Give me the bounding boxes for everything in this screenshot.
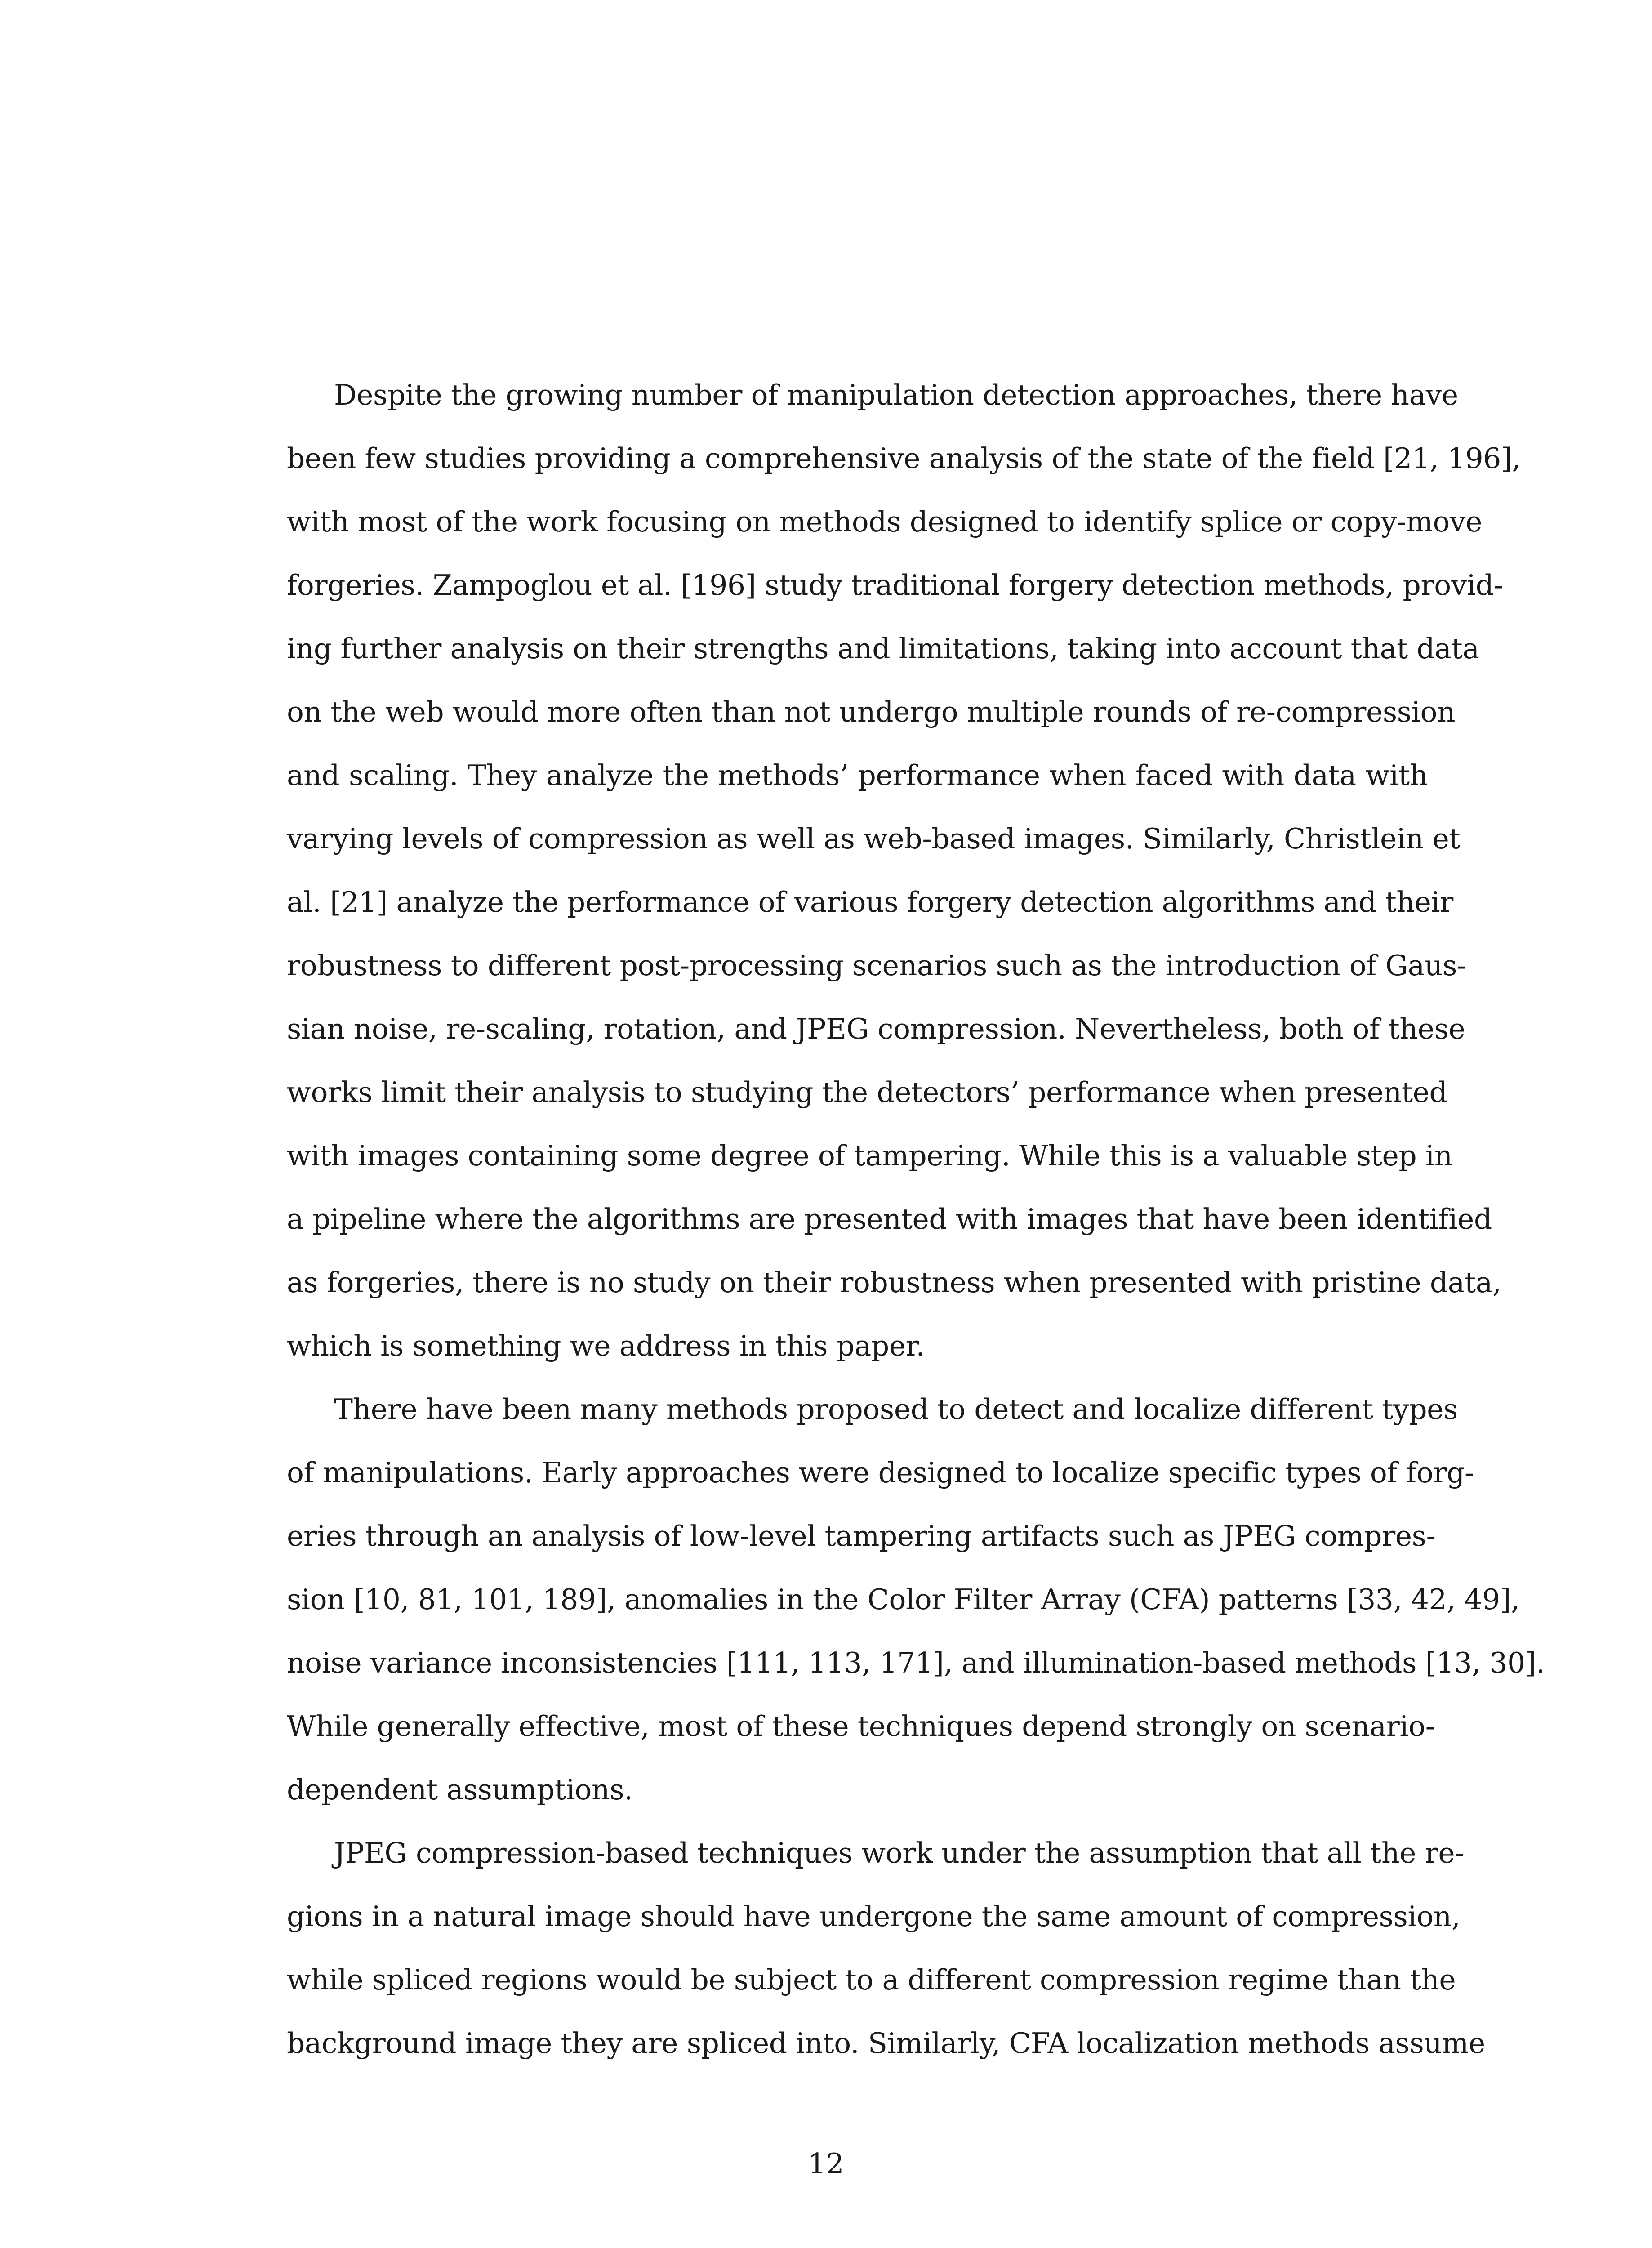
paragraph-2-line-1: There have been many methods proposed to detect and localize different types <box>334 1393 1458 1426</box>
paragraph-1-line-9: al. [21] analyze the performance of various forgery detection algorithms and their <box>287 886 1453 919</box>
paragraph-1-line-13: with images containing some degree of tampering. While this is a valuable step in <box>287 1139 1452 1172</box>
paragraph-1-line-1: Despite the growing number of manipulation detection approaches, there have <box>334 379 1458 411</box>
paragraph-1-line-8: varying levels of compression as well as web-based images. Similarly, Christlein et <box>287 822 1461 855</box>
paragraph-2-line-6: While generally effective, most of these techniques depend strongly on scenario- <box>287 1710 1435 1743</box>
paragraph-1-line-5: ing further analysis on their strengths and limitations, taking into account that data <box>287 632 1479 665</box>
paragraph-3-line-3: while spliced regions would be subject to a different compression regime than the <box>287 1963 1456 1996</box>
paragraph-2-line-3: eries through an analysis of low-level tampering artifacts such as JPEG compres- <box>287 1520 1436 1552</box>
paragraph-1-line-3: with most of the work focusing on methods designed to identify splice or copy-move <box>287 505 1482 538</box>
paragraph-1-line-6: on the web would more often than not undergo multiple rounds of re-compression <box>287 696 1456 728</box>
body-text <box>287 363 1545 2075</box>
page-number: 12 <box>808 2147 844 2180</box>
paragraph-1-line-12: works limit their analysis to studying the detectors’ performance when presented <box>287 1076 1447 1109</box>
paragraph-1-line-15: as forgeries, there is no study on their robustness when presented with pristine data, <box>287 1266 1501 1299</box>
paragraph-1-line-11: sian noise, re-scaling, rotation, and JPEG compression. Nevertheless, both of these <box>287 1012 1465 1045</box>
paragraph-2-line-5: noise variance inconsistencies [111, 113, 171], and illumination-based methods [13, 30]. <box>287 1646 1545 1679</box>
paragraph-3-line-4: background image they are spliced into. Similarly, CFA localization methods assume <box>287 2027 1485 2060</box>
paragraph-1-line-14: a pipeline where the algorithms are presented with images that have been identified <box>287 1203 1492 1236</box>
paragraph-2-line-2: of manipulations. Early approaches were designed to localize specific types of forg- <box>287 1456 1474 1489</box>
paragraph-1-line-10: robustness to different post-processing scenarios such as the introduction of Gaus- <box>287 949 1466 982</box>
paragraph-3-line-1: JPEG compression-based techniques work under the assumption that all the re- <box>334 1837 1465 1869</box>
paragraph-1-line-4: forgeries. Zampoglou et al. [196] study traditional forgery detection methods, provid- <box>287 569 1503 602</box>
paragraph-1-line-16: which is something we address in this paper. <box>287 1329 925 1362</box>
paragraph-3-line-2: gions in a natural image should have undergone the same amount of compression, <box>287 1900 1461 1933</box>
paragraph-1-line-7: and scaling. They analyze the methods’ performance when faced with data with <box>287 759 1428 792</box>
paragraph-1-line-2: been few studies providing a comprehensive analysis of the state of the field [21, 196], <box>287 442 1521 475</box>
paragraph-2-line-7: dependent assumptions. <box>287 1773 633 1806</box>
paragraph-2-line-4: sion [10, 81, 101, 189], anomalies in the Color Filter Array (CFA) patterns [33, 42, 49], <box>287 1583 1520 1616</box>
